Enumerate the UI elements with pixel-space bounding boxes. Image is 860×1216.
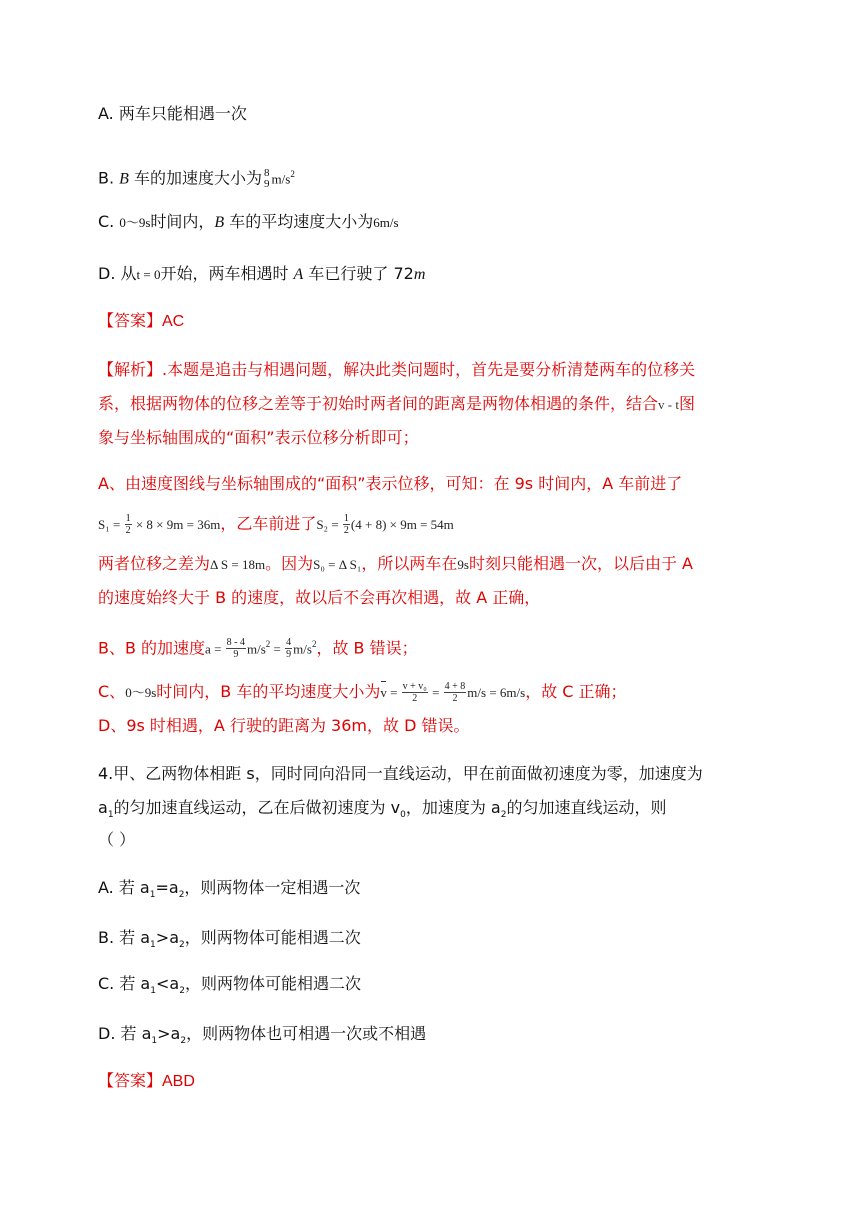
q3-option-d-prefix: D. 从: [98, 264, 137, 283]
q4-stem-a: a: [98, 798, 108, 817]
q3-b-lhs: a =: [205, 641, 225, 657]
q3-option-c-range: 0～9s: [119, 215, 151, 230]
q4-option-c-s1: 1: [150, 986, 156, 997]
q3-b-frac2: [285, 637, 292, 660]
q3-option-d-unit: m: [413, 266, 426, 283]
q4-option-a-s2: 2: [178, 890, 185, 901]
q3-c-frac1-num: v + v₀: [402, 681, 427, 692]
q3-c-rhs: m/s = 6m/s: [467, 685, 526, 700]
q3-b-frac2-num: 4: [286, 637, 292, 649]
q4-option-d-s2: 2: [180, 1036, 187, 1047]
q3-c-eq2: =: [428, 685, 443, 700]
q3-a-line3-t3: ，所以两车在: [361, 554, 458, 573]
q4-option-c-post: ，则两物体可能相遇二次: [184, 974, 361, 993]
q3-b-exp2: 2: [311, 639, 317, 649]
q3-c-frac1-den: 2: [412, 693, 418, 704]
q3-analysis-line2: [98, 392, 695, 417]
q4-option-a: [98, 876, 360, 907]
q3-c-range: 0～9s: [125, 685, 157, 700]
q3-b-t2: ，故 B 错误；: [316, 638, 418, 658]
q4-stem-line1: 4.甲、乙两物体相距 s，同时同向沿同一直线运动，甲在前面做初速度为零，加速度为: [98, 764, 703, 783]
q4-stem-line3: （ ）: [98, 830, 136, 849]
q3-option-b-fraction: [263, 168, 271, 190]
q3-option-c-var: B: [214, 214, 225, 231]
q3-a-s1-fraction: [125, 513, 132, 536]
q4-stem-a-sub: 1: [107, 810, 114, 821]
q3-analysis-line2-text: 系，根据两物体的位移之差等于初始时两者间的距离是两物体相遇的条件，结合: [98, 394, 659, 413]
q3-analysis-vt: v - t: [658, 397, 679, 412]
q3-option-b-exp: 2: [290, 169, 295, 179]
q3-b-unit2: m/s: [293, 641, 312, 657]
q4-option-b-op: >a: [155, 928, 179, 947]
q3-b-frac1-den: 9: [233, 649, 239, 661]
q3-b-eq: =: [270, 641, 285, 657]
q3-option-c-value: 6m/s: [373, 215, 399, 230]
q3-option-d-t: t = 0: [136, 267, 161, 282]
q4-option-d-pre: D. 若 a: [98, 1024, 152, 1043]
q3-option-b-unit: m/s: [271, 171, 291, 187]
q3-option-c: [98, 210, 399, 235]
q4-option-a-post: ，则两物体一定相遇一次: [184, 878, 361, 897]
q3-option-c-prefix: C.: [98, 212, 120, 231]
q3-c-line: [98, 680, 627, 705]
q4-option-c-pre: C. 若 a: [98, 974, 151, 993]
q4-option-d: [98, 1022, 426, 1053]
q3-a-line3-t4: 时刻只能相遇一次，以后由于 A: [468, 554, 693, 573]
q3-c-t2: 时间内，B 车的平均速度大小为: [156, 682, 381, 701]
q3-a-s2-lhs: S₂ =: [316, 517, 342, 532]
q3-option-d-text1: 开始，两车相遇时: [160, 264, 294, 283]
q3-analysis-line2-end: 图: [678, 394, 695, 413]
q4-option-d-s1: 1: [151, 1036, 158, 1047]
q4-stem-v-sub: 0: [400, 810, 406, 821]
q4-option-b: [98, 926, 361, 957]
q3-a-s2-frac-den: 2: [343, 525, 349, 536]
q3-b-exp1: 2: [265, 639, 271, 649]
q3-a-line4: 的速度始终大于 B 的速度，故以后不会再次相遇，故 A 正确，: [98, 588, 541, 607]
q3-a-line3-eq: S₀ = Δ S₁: [313, 557, 362, 572]
q4-option-b-s1: 1: [150, 940, 156, 951]
q4-stem-t2: ，加速度为 a: [405, 798, 501, 817]
q4-stem-line2: [98, 796, 667, 827]
q3-answer: 【答案】AC: [98, 313, 185, 330]
q3-a-s2-fraction: [343, 513, 350, 536]
q3-option-b: [98, 162, 295, 191]
q3-a-line1: A、由速度图线与坐标轴围成的“面积”表示位移，可知：在 9s 时间内，A 车前进了: [98, 474, 683, 493]
q4-answer: 【答案】ABD: [98, 1073, 195, 1090]
q3-a-s1-rhs: × 8 × 9m = 36m: [132, 517, 221, 532]
q3-analysis-line3: 象与坐标轴围成的“面积”表示位移分析即可；: [98, 428, 419, 447]
q3-a-line3-t2: 。因为: [265, 554, 314, 573]
q4-option-a-pre: A. 若 a: [98, 878, 150, 897]
q3-c-eq1: =: [386, 685, 401, 700]
q4-option-b-s2: 2: [179, 940, 185, 951]
q3-c-frac2-num: 4 + 8: [444, 681, 466, 692]
q3-option-a: A. 两车只能相遇一次: [98, 104, 247, 123]
q4-option-a-s1: 1: [149, 890, 156, 901]
q4-stem-t1: 的匀加速直线运动，乙在后做初速度为 v: [113, 798, 401, 817]
q3-b-t1: B、B 的加速度: [98, 638, 206, 658]
q3-option-d: [98, 262, 425, 287]
q3-a-s2-rhs: (4 + 8) × 9m = 54m: [350, 517, 454, 532]
q4-option-c-s2: 2: [179, 986, 185, 997]
q4-option-b-post: ，则两物体可能相遇二次: [184, 928, 361, 947]
q3-option-b-text: 车的加速度大小为: [128, 168, 263, 188]
q3-b-frac1: [226, 637, 246, 660]
q3-a-s1-lhs: S₁ =: [98, 517, 124, 532]
q3-option-b-prefix: B.: [98, 168, 120, 188]
q3-a-s1-frac-den: 2: [125, 525, 131, 536]
q3-option-d-text2: 车已行驶了 72: [303, 264, 414, 283]
q3-option-b-frac-num: 8: [264, 166, 270, 179]
q3-a-s1-frac-num: 1: [125, 513, 131, 524]
q4-stem-t3: 的匀加速直线运动，则: [506, 798, 667, 817]
q3-a-line3-9s: 9s: [457, 557, 469, 572]
q4-stem-a2-sub: 2: [500, 810, 507, 821]
q3-b-line: [98, 632, 418, 661]
q3-b-frac1-num: 8 - 4: [226, 637, 245, 649]
q3-c-t1: C、: [98, 682, 126, 701]
q3-c-frac2-den: 2: [452, 693, 458, 704]
q3-a-s2-frac-num: 1: [343, 513, 349, 524]
q3-b-frac2-den: 9: [286, 649, 292, 661]
q3-a-line3-t1: 两者位移之差为: [98, 554, 211, 573]
q3-c-vbar: v: [380, 681, 387, 705]
q3-option-b-var: B: [119, 170, 129, 188]
q4-option-d-op: >a: [157, 1024, 181, 1043]
q3-a-line2: [98, 512, 454, 537]
q3-analysis-line1: 【解析】.本题是追击与相遇问题，解决此类问题时，首先是要分析清楚两车的位移关: [98, 360, 696, 379]
q4-option-b-pre: B. 若 a: [98, 928, 151, 947]
q3-option-c-text2: 车的平均速度大小为: [224, 212, 374, 231]
q3-c-frac2: [444, 681, 467, 704]
q4-option-a-op: =a: [155, 878, 179, 897]
q3-c-t3: ，故 C 正确；: [525, 682, 627, 701]
q3-b-unit1: m/s: [247, 641, 266, 657]
q3-a-line3: [98, 552, 693, 577]
q4-option-d-post: ，则两物体也可相遇一次或不相遇: [186, 1024, 427, 1043]
q3-option-b-frac-den: 9: [264, 177, 270, 190]
q4-option-c-op: <a: [155, 974, 180, 993]
q3-c-frac1: [402, 681, 428, 704]
q4-option-c: [98, 972, 361, 1003]
q3-a-line3-ds: Δ S = 18m: [210, 557, 266, 572]
q3-option-d-var: A: [293, 266, 304, 283]
q3-d-line: D、9s 时相遇，A 行驶的距离为 36m，故 D 错误。: [98, 716, 470, 735]
q3-a-mid: ，乙车前进了: [220, 514, 317, 533]
q3-option-c-text1: 时间内，: [150, 212, 215, 231]
